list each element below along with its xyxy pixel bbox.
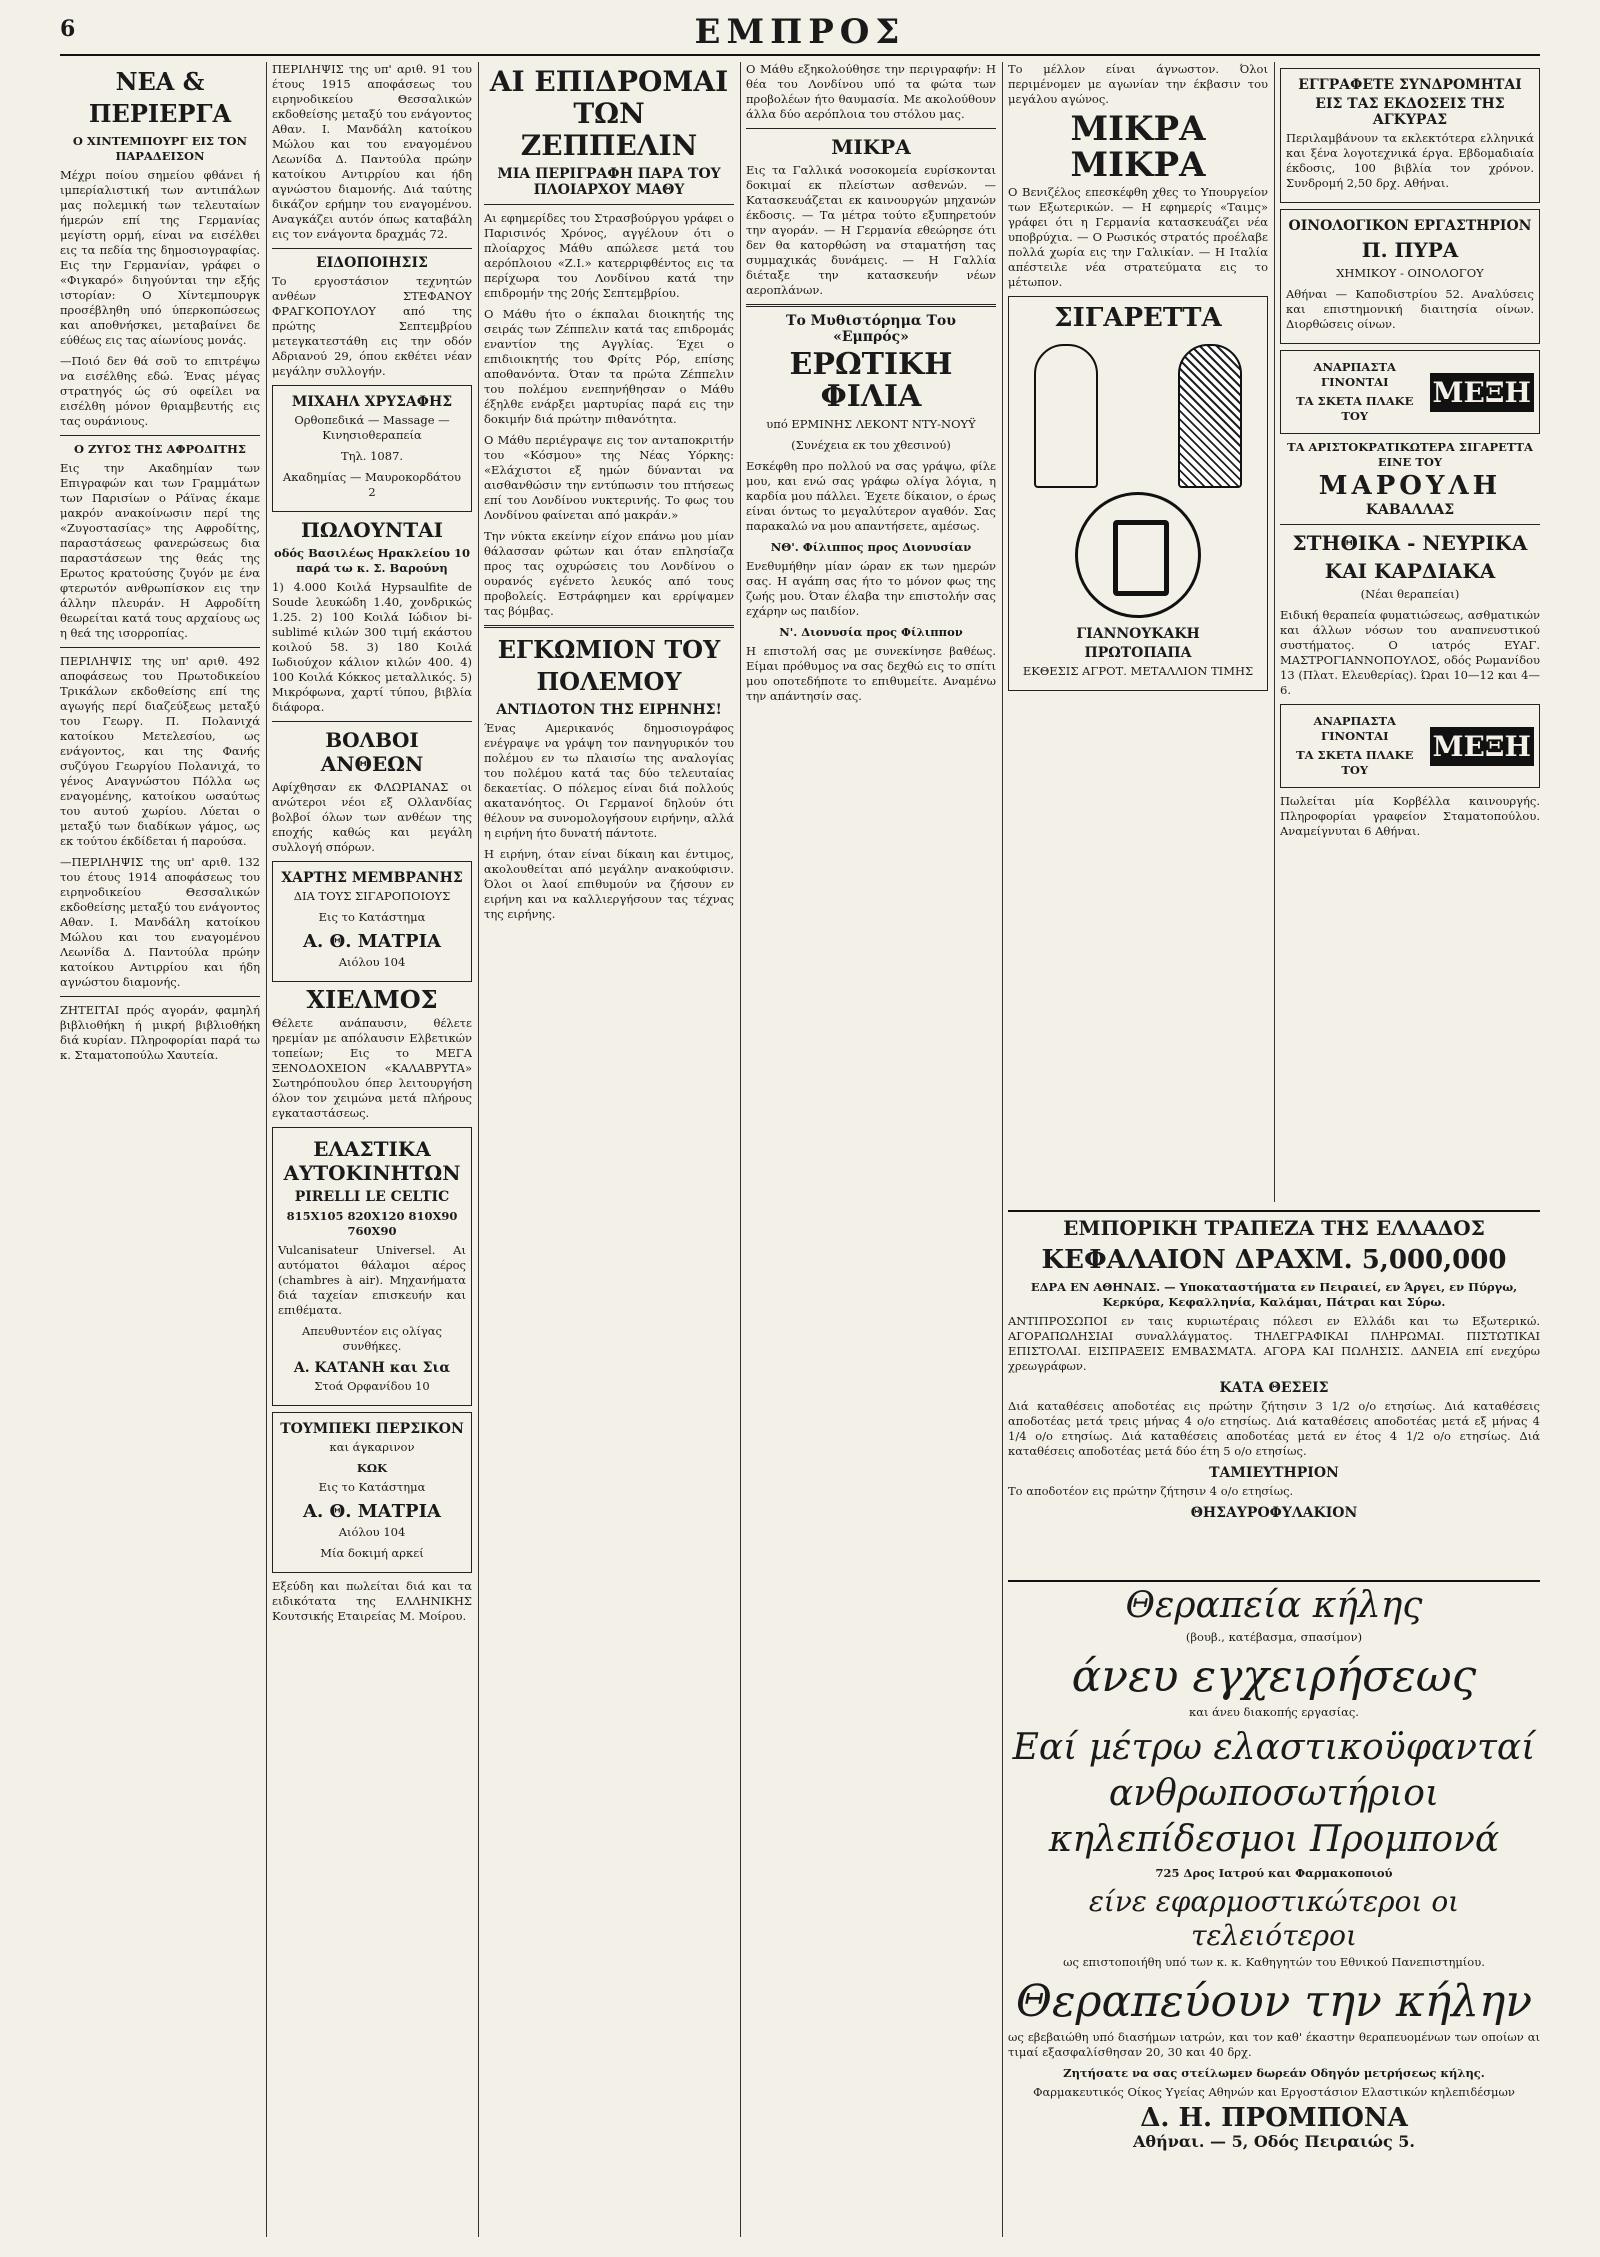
- ad-brand: ΓΙΑΝΝΟΥΚΑΚΗ: [1076, 626, 1200, 642]
- ad-title: ΤΟΥΜΠΕΚΙ ΠΕΡΣΙΚΟΝ: [280, 1421, 464, 1437]
- ad-text: ΕΔΡΑ ΕΝ ΑΘΗΝΑΙΣ. — Υποκαταστήματα εν Πειραιεί, εν Άργει, εν Πύργω, Κερκύρα, Κεφαλληνία, Καλάμαι, Πάτραι και Σύρω.: [1030, 1280, 1518, 1309]
- legal-notice: ΠΕΡΙΛΗΨΙΣ της υπ' αριθ. 91 του έτους 1915 αποφάσεως του ειρηνοδικείου Θεσσαλικών εκδοθείσης μεταξύ του ενάγοντος Αθαν. Ι. Μανδάλη κατοίκου Μώλου και του εναγομένου Λεωνίδα Δ. Παντούλα πρώην κατοίκου Αντιρρίου και ήδη αγνώστου διαμονής. Διά ταύτης δικάζον ερήμην του εναγομένου. Αναγκάζει αυτόν όπως καταβάλη εις τον ενάγοντα δραχμάς 72.: [272, 62, 472, 241]
- masthead: ΕΜΠΡΟΣ: [694, 12, 906, 52]
- ad-paper: [272, 861, 472, 982]
- ad-title: ΠΩΛΟΥΝΤΑΙ: [301, 518, 443, 542]
- ad-text: και άνευ διακοπής εργασίας.: [1189, 1705, 1359, 1719]
- ad-subtitle: ΘΗΣΑΥΡΟΦΥΛΑΚΙΟΝ: [1190, 1505, 1358, 1521]
- column-5: [1008, 62, 1268, 1202]
- ad-sizes: 815Χ105 820Χ120 810Χ90 760Χ90: [286, 1209, 458, 1238]
- article-text: Ο Μάθυ περιέγραψε εις τον ανταποκριτήν του «Κόσμου» της Νέας Υόρκης: «Ελάχιστοι εξ ημών δύνανται να αισθανθώσιν την εντύπωσιν του πτήσεως επί του Λονδίνου νυκτερινής. Το φως του Λονδίνου φαίνεται από μακράν.»: [484, 433, 734, 522]
- legal-notice: ΠΕΡΙΛΗΨΙΣ της υπ' αριθ. 492 αποφάσεως του Πρωτοδικείου Τρικάλων εκδοθείσης επί της αγωγής περί διαζεύξεως μεταξύ του Γεωργ. Π. Πολανιχά κατοίκου Μετελεσίου, ως ενάγοντος, και της Φανής συζύγου Γεωργίου Πολανιχά, το γένος Αναγνώστου Πόλλα ως εναγομένης, κατοίκου ωσαύτως του αυτού χωρίου. Λύεται ο μεταξύ των διαδίκων γάμος, ως εκ τούτου έκδίδεται ή παρούσα.: [60, 654, 260, 848]
- ad-text: Εις το Κατάστημα: [318, 910, 426, 924]
- section-title: ΜΙΚΡΑ: [1070, 109, 1206, 149]
- serial-text: Εσκέφθη προ πολλού να σας γράψω, φίλε μου, και ενώ σας γράφω ολίγα λόγια, η καρδία μου πάλλει. Έχετε δίκαιον, ο έρως είναι όντως το μεγαλύτερον αγαθόν. Σας παρακαλώ να μου απαντήσετε, αμέσως.: [746, 459, 996, 533]
- serial-title: ΕΡΩΤΙΚΗ ΦΙΛΙΑ: [789, 347, 953, 414]
- ad-brand: PIRELLI LE CELTIC: [294, 1189, 450, 1205]
- article-text: —Ποιό δεν θά σοῦ το επιτρέψω να εισέλθης εδώ. Ένας μέγας στρατηγός ώς σύ οφείλει να εισέλθη μόνον θριαμβευτής εις τας ουράνιους.: [60, 354, 260, 428]
- divider: [60, 647, 260, 648]
- ad-title: ΕΛΑΣΤΙΚΑ ΑΥΤΟΚΙΝΗΤΩΝ: [283, 1137, 461, 1185]
- ad-headline: Εαί μέτρω ελαστικοϋφανταί: [1012, 1727, 1536, 1768]
- section-title-repeat: ΜΙΚΡΑ: [1070, 145, 1206, 185]
- serial-author: υπό ΕΡΜΙΝΗΣ ΛΕΚΟΝΤ ΝΤΥ-ΝΟΥΫ: [766, 417, 976, 431]
- ad-address: Αθήναι. — 5, Οδός Πειραιώς 5.: [1133, 2132, 1415, 2151]
- ad-title: ΕΜΠΟΡΙΚΗ ΤΡΑΠΕΖΑ ΤΗΣ ΕΛΛΑΔΟΣ: [1063, 1216, 1485, 1240]
- section-title: ΝΕΑ & ΠΕΡΙΕΡΓΑ: [88, 67, 232, 128]
- subheadline: ΜΙΑ ΠΕΡΙΓΡΑΦΗ ΠΑΡΑ ΤΟΥ ΠΛΟΙΑΡΧΟΥ ΜΑΘΥ: [497, 166, 721, 198]
- ad-text: Αθήναι — Καποδιστρίου 52. Αναλύσεις και επιστημονική διαιτησία οίνων. Διορθώσεις οίνων.: [1286, 287, 1534, 331]
- article-text: Η ειρήνη, όταν είναι δίκαιη και έντιμος, ακολουθείται από μεγάλην ανακούφισιν. Όλοι οι λαοί επιθυμούν να ζήσουν εν ειρήνη και να καλλιεργήσουν τας τέχνας της ειρήνης.: [484, 847, 734, 921]
- article-text: Αι εφημερίδες του Στρασβούργου γράφει ο Παρισινός Χρόνος, αγγέλουν ότι ο πλοίαρχος Μάθυ απώλεσε μετά του αερόπλοιου «Ζ.Ι.» κατερριφθέντος εις τα περίχωρα του Λονδίνου κατά την επιδρομήν της 20ής Σεπτεμβρίου.: [484, 211, 734, 300]
- ad-text: Vulcanisateur Universel. Αι αυτόματοι θάλαμοι αέρος (chambres à air). Μηχανήματα διά ταχείαν επισκευήν και επιθέματα.: [278, 1243, 466, 1317]
- ad-text: Εξεύδη και πωλείται διά και τα ειδικότατα της ΕΛΛΗΝΙΚΗΣ Κουτσικής Εταιρείας Μ. Μοίρου.: [272, 1579, 472, 1623]
- divider: [60, 996, 260, 997]
- divider: [484, 204, 734, 205]
- ad-headline: κηλεπίδεσμοι Προμπονά: [1048, 1819, 1500, 1860]
- ad-address: Αιόλου 104: [338, 955, 406, 969]
- divider: [272, 721, 472, 722]
- ad-text: ΤΑ ΣΚΕΤΑ ΠΛΑΚΕ ΤΟΥ: [1296, 394, 1414, 423]
- ad-text: (βουβ., κατέβασμα, σπασίμον): [1185, 1630, 1363, 1644]
- column-rule: [740, 62, 741, 2237]
- ad-city: ΚΑΒΑΛΛΑΣ: [1365, 502, 1455, 518]
- illustration-figures: [1014, 334, 1262, 484]
- news-briefs: Εις τα Γαλλικά νοσοκομεία ευρίσκονται δοκιμαί εκ πλείστων ασθενών. — Κατασκευάζεται εκ καινουργών μηχανών έκδοσις. — Τα μέτρα τούτο εξυπηρετούν την αγοράν. — Η Γερμανία εθεώρησε ότι δεν θα κατορθώση να σταματήση τας συμμαχικάς δυνάμεις. — Η Γαλλία διέταξε την κατασκευήν νέων αεροπλάνων.: [746, 163, 996, 297]
- ad-text: ως εβεβαιώθη υπό διασήμων ιατρών, και τον καθ' έκαστην θεραπευομένων των οποίων αι τιμαί εξασφαλίσθησαν 20, 30 και 40 δρχ.: [1008, 2030, 1540, 2059]
- article-title: Ο ΧΙΝΤΕΜΠΟΥΡΓ ΕΙΣ ΤΟΝ ΠΑΡΑΔΕΙΣΟΝ: [72, 134, 248, 163]
- ad-subtitle: ΚΑΙ ΚΑΡΔΙΑΚΑ: [1324, 559, 1496, 583]
- ad-title: ΣΙΓΑΡΕΤΤΑ: [1054, 303, 1222, 333]
- ad-tires: [272, 1127, 472, 1406]
- ad-brand-sub: ΠΡΩΤΟΠΑΠΑ: [1084, 645, 1192, 661]
- ad-text: Ορθοπεδικά — Massage — Κινησιοθεραπεία: [294, 413, 450, 442]
- ad-name: Α. Θ. ΜΑΤΡΙΑ: [303, 931, 441, 952]
- ad-text: Πωλείται μία Κορβέλλα καινουργής. Πληροφορίαι γραφείον Σταματοπούλου. Αναμείγνυται 6 Αθήναι.: [1280, 794, 1540, 838]
- ad-bank: [1008, 1210, 1540, 1572]
- ad-text: 725 Δρος Ιατρού και Φαρμακοποιού: [1155, 1866, 1393, 1880]
- ad-title: ΕΓΓΡΑΦΕΤΕ ΣΥΝΔΡΟΜΗΤΑΙ: [1298, 77, 1522, 93]
- ad-subtitle: ΤΑΜΙΕΥΤΗΡΙΟΝ: [1209, 1465, 1339, 1481]
- ad-wine-lab: [1280, 209, 1540, 344]
- ad-text: Θέλετε ανάπαυσιν, θέλετε ηρεμίαν με απόλαυσιν Ελβετικών τοπείων; Εις το ΜΕΓΑ ΞΕΝΟΔΟΧΕΙΟΝ «ΚΑΛΑΒΡΥΤΑ» Σωτηρόπουλου όπερ λειτουργήση όλον τον χειμώνα μετά πλήρους εγκαταστάσεως.: [272, 1016, 472, 1120]
- ad-subtitle: ΕΙΣ ΤΑΣ ΕΚΔΟΣΕΙΣ ΤΗΣ ΑΓΚΥΡΑΣ: [1315, 96, 1505, 128]
- ad-text: ΑΝΑΡΠΑΣΤΑ ΓΙΝΟΝΤΑΙ: [1313, 360, 1396, 389]
- column-6: [1280, 62, 1540, 1202]
- notice-text: Το εργοστάσιον τεχνητών ανθέων ΣΤΕΦΑΝΟΥ ΦΡΑΓΚΟΠΟΥΛΟΥ από της πρώτης Σεπτεμβρίου μετεγκατεστάθη εις την οδόν Αδριανού 29, όπου εκθέτει νέαν μεγάλην συλλογήν.: [272, 274, 472, 378]
- ad-title: ΧΙΕΛΜΟΣ: [306, 985, 438, 1014]
- ad-text: ΤΑ ΑΡΙΣΤΟΚΡΑΤΙΚΩΤΕΡΑ ΣΙΓΑΡΕΤΤΑ ΕΙΝΕ ΤΟΥ: [1287, 440, 1533, 469]
- notice-title: ΕΙΔΟΠΟΙΗΣΙΣ: [316, 255, 428, 271]
- column-rule: [1002, 62, 1003, 2237]
- ad-text: Απευθυντέον εις ολίγας συνθήκες.: [302, 1324, 442, 1353]
- serial-text: Η επιστολή σας με συνεκίνησε βαθέως. Είμαι πρόθυμος να σας δεχθώ εις το σπίτι μου οποτεδήποτε το επιθυμείτε. Αναμένω την απάντησίν σας.: [746, 644, 996, 703]
- figure-man: [1034, 344, 1098, 488]
- serial-heading: Ν'. Διονυσία προς Φίλιππον: [779, 625, 963, 639]
- ad-name: Α. ΚΑΤΑΝΗ και Σια: [293, 1360, 451, 1376]
- column-1: [60, 62, 260, 2237]
- ad-title: ΣΤΗΘΙΚΑ - ΝΕΥΡΙΚΑ: [1292, 531, 1528, 555]
- serial-text: Ενεθυμήθην μίαν ώραν εκ των ημερών σας. Η αγάπη σας ήτο το μόνον φως της ζωής μου. Όταν έλαβα την επιστολήν σας εχάρην ως παιδίον.: [746, 559, 996, 618]
- ad-cigarettes: [1008, 296, 1268, 691]
- ad-text: ΤΑ ΣΚΕΤΑ ΠΛΑΚΕ ΤΟΥ: [1296, 748, 1414, 777]
- column-2: [272, 62, 472, 2237]
- column-rule: [478, 62, 479, 2237]
- ad-phone: Τηλ. 1087.: [340, 449, 404, 463]
- ad-title: ΟΙΝΟΛΟΓΙΚΟΝ ΕΡΓΑΣΤΗΡΙΟΝ: [1288, 218, 1532, 234]
- headline: ΑΙ ΕΠΙΔΡΟΜΑΙ ΤΩΝ ΖΕΠΠΕΛΙΝ: [489, 65, 729, 162]
- article-text: Εις την Ακαδημίαν των Επιγραφών και των Γραμμάτων των Παρισίων ο Ράϊνας έκαμε μακρόν ανακοίνωσιν περί της «Ζυγοστασίας» της Αφροδίτης, παραστάσεως φανερώσεως δια παραστάσεων της θεάς της Ερωτος κρατούσης ζυγόν με ένα φτερωτόν ανθρωπίσκον εις την άλλην πλευράν. Η Αφροδίτη θεωρείται κατά τους αρχαίους ως η θεά της ισορροπίας.: [60, 461, 260, 640]
- serial-continued: (Συνέχεια εκ του χθεσινού): [791, 438, 951, 452]
- ad-address: Ακαδημίας — Μαυροκορδάτου 2: [282, 470, 462, 499]
- ad-headline: ανθρωποσωτήριοι: [1108, 1773, 1440, 1814]
- legal-notice: —ΠΕΡΙΛΗΨΙΣ της υπ' αριθ. 132 του έτους 1914 αποφάσεως του ειρηνοδικείου Θεσσαλικών εκδοθείσης μεταξύ του ενάγοντος Αθαν. Ι. Μανδάλη κατοίκου Μώλου και του εναγομένου Λεωνίδα Δ. Παντούλα πρώην κατοίκου Αντιρρίου και ήδη αγνώστου διαμονής.: [60, 855, 260, 989]
- ad-headline: είνε εφαρμοστικώτεροι οι τελειότεροι: [1088, 1885, 1460, 1952]
- column-3: [484, 62, 734, 2237]
- ad-brand: ΜΑΡΟΥΛΗ: [1318, 471, 1502, 501]
- ad-text: Φαρμακευτικός Οίκος Υγείας Αθηνών και Εργοστάσιον Ελαστικών κηλεπιδέσμων: [1033, 2085, 1515, 2099]
- ad-text: Εις το Κατάστημα: [318, 1480, 426, 1494]
- ad-subtitle: ΧΗΜΙΚΟΥ - ΟΙΝΟΛΟΓΟΥ: [1336, 266, 1484, 280]
- ad-text: Ειδική θεραπεία φυματιώσεως, ασθματικών και άλλων νόσων του αναπνευστικού συστήματος. Ο ιατρός ΕΥΑΓ. ΜΑΣΤΡΟΓΙΑΝΝΟΠΟΥΛΟΣ, οδός Ρωμανίδου 13 (Πλατ. Ελευθερίας). Ώραι 10—12 και 4—6.: [1280, 608, 1540, 697]
- ad-text: 1) 4.000 Κοιλά Hypsaulfite de Soude λευκώδη 1.40, χονδρικώς 1.25. 2) 100 Κοιλά Ιώδιον bi-sublimé κιλών 300 τιμή εκάστου κοιλού 58. 3) 180 Κοιλά Ιωδιούχον κάλιον κιλών 400. 4) 100 Κοιλά Κόκκος μεταλλικός. 5) Μικρόφωνα, χαρτί τύπου, βιβλία διάφορα.: [272, 580, 472, 714]
- column-4: [746, 62, 996, 2237]
- ad-text: ΑΝΤΙΠΡΟΣΩΠΟΙ εν ταις κυριωτέραις πόλεσι εν Ελλάδι και τω Εξωτερικώ. ΑΓΟΡΑΠΩΛΗΣΙΑΙ συναλλάγματος. ΤΗΛΕΓΡΑΦΙΚΑΙ ΠΛΗΡΩΜΑΙ. ΠΙΣΤΩΤΙΚΑΙ ΕΠΙΣΤΟΛΑΙ. ΕΙΣΠΡΑΞΕΙΣ ΕΜΒΑΣΜΑΤΑ. ΑΓΟΡΑ ΚΑΙ ΠΩΛΗΣΙΣ. ΔΑΝΕΙΑ επί ενεχύρω χρεωγράφων.: [1008, 1314, 1540, 1373]
- ad-text: Αφίχθησαν εκ ΦΛΩΡΙΑΝΑΣ οι ανώτεροι νέοι εξ Ολλανδίας βολβοί όλων των ανθέων της εποχής καθώς και μεγάλη συλλογή σπόρων.: [272, 780, 472, 854]
- ad-name: Π. ΠΥΡΑ: [1361, 238, 1459, 262]
- ad-text: ΔΙΑ ΤΟΥΣ ΣΙΓΑΡΟΠΟΙΟΥΣ: [293, 889, 451, 903]
- page-header: [60, 10, 1540, 56]
- ad-medal: ΕΚΘΕΣΙΣ ΑΓΡΟΤ. ΜΕΤΑΛΛΙΟΝ ΤΙΜΗΣ: [1022, 664, 1254, 678]
- ad-headline: Θεραπεύουν την κήλην: [1015, 1976, 1533, 2027]
- ad-subtitle: ΚΑΤΑ ΘΕΣΕΙΣ: [1219, 1380, 1329, 1396]
- ad-michalis: [272, 385, 472, 512]
- ad-brand: ΜΕΞΗ: [1430, 727, 1535, 766]
- ad-headline: Θεραπεία κήλης: [1125, 1585, 1423, 1626]
- article-text: Την νύκτα εκείνην είχον επάνω μου μίαν θάλασσαν φώτων και όταν επλησίαζα προς τας οχυρώσεις του Λονδίνου ο ουρανός εγένετο λευκός από τους προβολείς. Εστράφημεν και ερρίψαμεν τας βόμβας.: [484, 529, 734, 618]
- column-rule: [1274, 62, 1275, 1202]
- ad-address: Αιόλου 104: [338, 1525, 406, 1539]
- ad-text: Διά καταθέσεις αποδοτέας εις πρώτην ζήτησιν 3 1/2 ο/ο ετησίως. Διά καταθέσεις αποδοτέας μετά τρεις μήνας 4 ο/ο ετησίως. Διά καταθέσεις αποδοτέας μετά εξ μήνας 4 1/4 ο/ο ετησίως. Διά καταθέσεις αποδοτέας μετά εν έτος 4 1/2 ο/ο ετησίως. Διά καταθέσεις αποδοτέας μετά δύο έτη 5 ο/ο ετησίως.: [1008, 1399, 1540, 1458]
- column-rule: [266, 62, 267, 2237]
- ad-books: [1280, 68, 1540, 203]
- headline: ΕΓΚΩΜΙΟΝ ΤΟΥ ΠΟΛΕΜΟΥ: [497, 635, 721, 696]
- news-briefs: Ο Βενιζέλος επεσκέφθη χθες το Υπουργείον των Εξωτερικών. — Η εφημερίς «Ταιμς» γράφει ότι η Γερμανία κατασκευάζει νέα υποβρύχια. — Ο Ρωσικός στρατός προέλαβε πολλά χωρία εις την Γαλικίαν. — Η Ιταλία απέστειλε νέα στρατεύματα εις το μέτωπον.: [1008, 185, 1268, 289]
- ad-title: ΧΑΡΤΗΣ ΜΕΜΒΡΑΝΗΣ: [281, 870, 463, 886]
- ad-text: ΑΝΑΡΠΑΣΤΑ ΓΙΝΟΝΤΑΙ: [1313, 714, 1396, 743]
- ad-text: Ζητήσατε να σας στείλωμεν δωρεάν Οδηγόν μετρήσεως κήλης.: [1063, 2066, 1485, 2080]
- ad-tagline: Μία δοκιμή αρκεί: [320, 1546, 424, 1560]
- subheadline: ΑΝΤΙΔΟΤΟΝ ΤΗΣ ΕΙΡΗΝΗΣ!: [496, 702, 722, 718]
- ad-brand: ΜΕΞΗ: [1430, 373, 1535, 412]
- divider: [746, 128, 996, 129]
- page-number: 6: [60, 16, 76, 42]
- article-text: Μέχρι ποίου σημείου φθάνει ή ιμπερίαλιστική των αντιπάλων μας πολεμική των τελευταίων ήμερών επί της Γερμανίας μεγίστη ορμή, είναι να εισέλθει εις τα πεδία της δημοσιογραφίας. Εις την Γερμανίαν, γράφει ο «Φιγκαρό» διηγούνται την εξής ιστορίαν: Ο Χίντεμπουργκ προσέβληθη υπό ύπερκοπώσεως και αποθνήσκει, μεταβαίνει δε εύθέως εις τας αίωνίους μονάς.: [60, 168, 260, 347]
- ad-title: ΒΟΛΒΟΙ ΑΝΘΕΩΝ: [320, 728, 424, 776]
- ad-name: Δ. Η. ΠΡΟΜΠΟΝΑ: [1140, 2103, 1408, 2133]
- ad-code: ΚΩΚ: [356, 1461, 388, 1475]
- article-text: Ένας Αμερικανός δημοσιογράφος ενέγραψε να γράψη τον πανηγυρικόν του πολέμου εν τω πλαισίω της αναλογίας του πολέμου κατά τας δύο τελευταίας δεκαετίας. Ο πόλεμος είναι διά πολλούς ακατανόητος. Οι Γερμανοί δηλούν ότι θέλουν να συνομολογήσουν ειρήνην, αλλά η ειρήνη ήτο δυνατή πάντοτε.: [484, 721, 734, 840]
- ad-text: ως επιστοποιήθη υπό των κ. κ. Καθηγητών του Εθνικού Πανεπιστημίου.: [1063, 1955, 1485, 1969]
- divider: [60, 435, 260, 436]
- ad-name: Α. Θ. ΜΑΤΡΙΑ: [303, 1501, 441, 1522]
- serial-heading: ΝΘ'. Φίλιππος προς Διονυσίαν: [770, 540, 972, 554]
- ad-text: Το αποδοτέον εις πρώτην ζήτησιν 4 ο/ο ετησίως.: [1008, 1484, 1294, 1498]
- serial-label: Το Μυθιστόρημα Του «Εμπρός»: [786, 313, 956, 345]
- divider: [484, 625, 734, 628]
- article-text: Ο Μάθυ ήτο ο έκπαλαι διοικητής της σειράς των Ζέππελιν κατά τας επιδρομάς εναντίον της Αγγλίας. Έχει ο επιδιοικητής του Φρίτς Ρόρ, επίσης αποθανόντα. Όταν τα πρώτα Ζέππελιν του πολέμου ενεπηνήθησαν ο Μάθυ έξηλθε ενάρξει μαρτυρίας παρά εις την δοκιμήν διά πρώτην πιθανότητα.: [484, 307, 734, 426]
- ad-headline: άνευ εγχειρήσεως: [1071, 1651, 1477, 1702]
- ad-title: ΜΙΧΑΗΛ ΧΡΥΣΑΦΗΣ: [291, 394, 453, 410]
- article-text: Το μέλλον είναι άγνωστον. Όλοι περιμένομεν με αγωνίαν την έκβασιν του μεγάλου αγώνος.: [1008, 62, 1268, 106]
- ad-address: Στοά Ορφανίδου 10: [314, 1379, 430, 1393]
- section-title: ΜΙΚΡΑ: [831, 135, 911, 159]
- ad-address: οδός Βασιλέως Ηρακλείου 10 παρά τω κ. Σ. Βαρούνη: [274, 546, 470, 575]
- ad-capital: ΚΕΦΑΛΑΙΟΝ ΔΡΑΧΜ. 5,000,000: [1041, 1245, 1507, 1275]
- ad-tumbeki: [272, 1412, 472, 1573]
- brand-logo-icon: [1075, 492, 1201, 618]
- ad-text: Περιλαμβάνουν τα εκλεκτότερα ελληνικά και ξένα λογοτεχνικά έργα. Εβδομαδιαία έκδοσις, 100 βιβλία τον χρόνον. Συνδρομή 2,50 δρχ. Αθήναι.: [1286, 131, 1534, 190]
- ad-note: (Νέαι θεραπείαι): [1360, 587, 1460, 601]
- ad-meksi: [1280, 350, 1540, 434]
- figure-woman: [1178, 344, 1242, 488]
- article-title: Ο ΖΥΓΟΣ ΤΗΣ ΑΦΡΟΔΙΤΗΣ: [74, 442, 246, 456]
- divider: [746, 304, 996, 307]
- ad-text: και άγκαρινον: [329, 1440, 415, 1454]
- divider: [272, 248, 472, 249]
- divider: [1280, 524, 1540, 525]
- ad-hernia: [1008, 1580, 1540, 2237]
- article-text: Ο Μάθυ εξηκολούθησε την περιγραφήν: Η θέα του Λονδίνου υπό τα φώτα των προβολέων ήτο θαυμασία. Με ακολούθουν άλλα δύο αερόπλοια του στόλου μας.: [746, 62, 996, 121]
- classified-ad: ΖΗΤΕΙΤΑΙ πρός αγοράν, φαμηλή βιβλιοθήκη ή μικρή βιβλιοθήκη διά κυρίαν. Πληροφορίαι παρά τω κ. Σταματοπούλω Χαυτεία.: [60, 1003, 260, 1062]
- ad-meksi-2: [1280, 704, 1540, 788]
